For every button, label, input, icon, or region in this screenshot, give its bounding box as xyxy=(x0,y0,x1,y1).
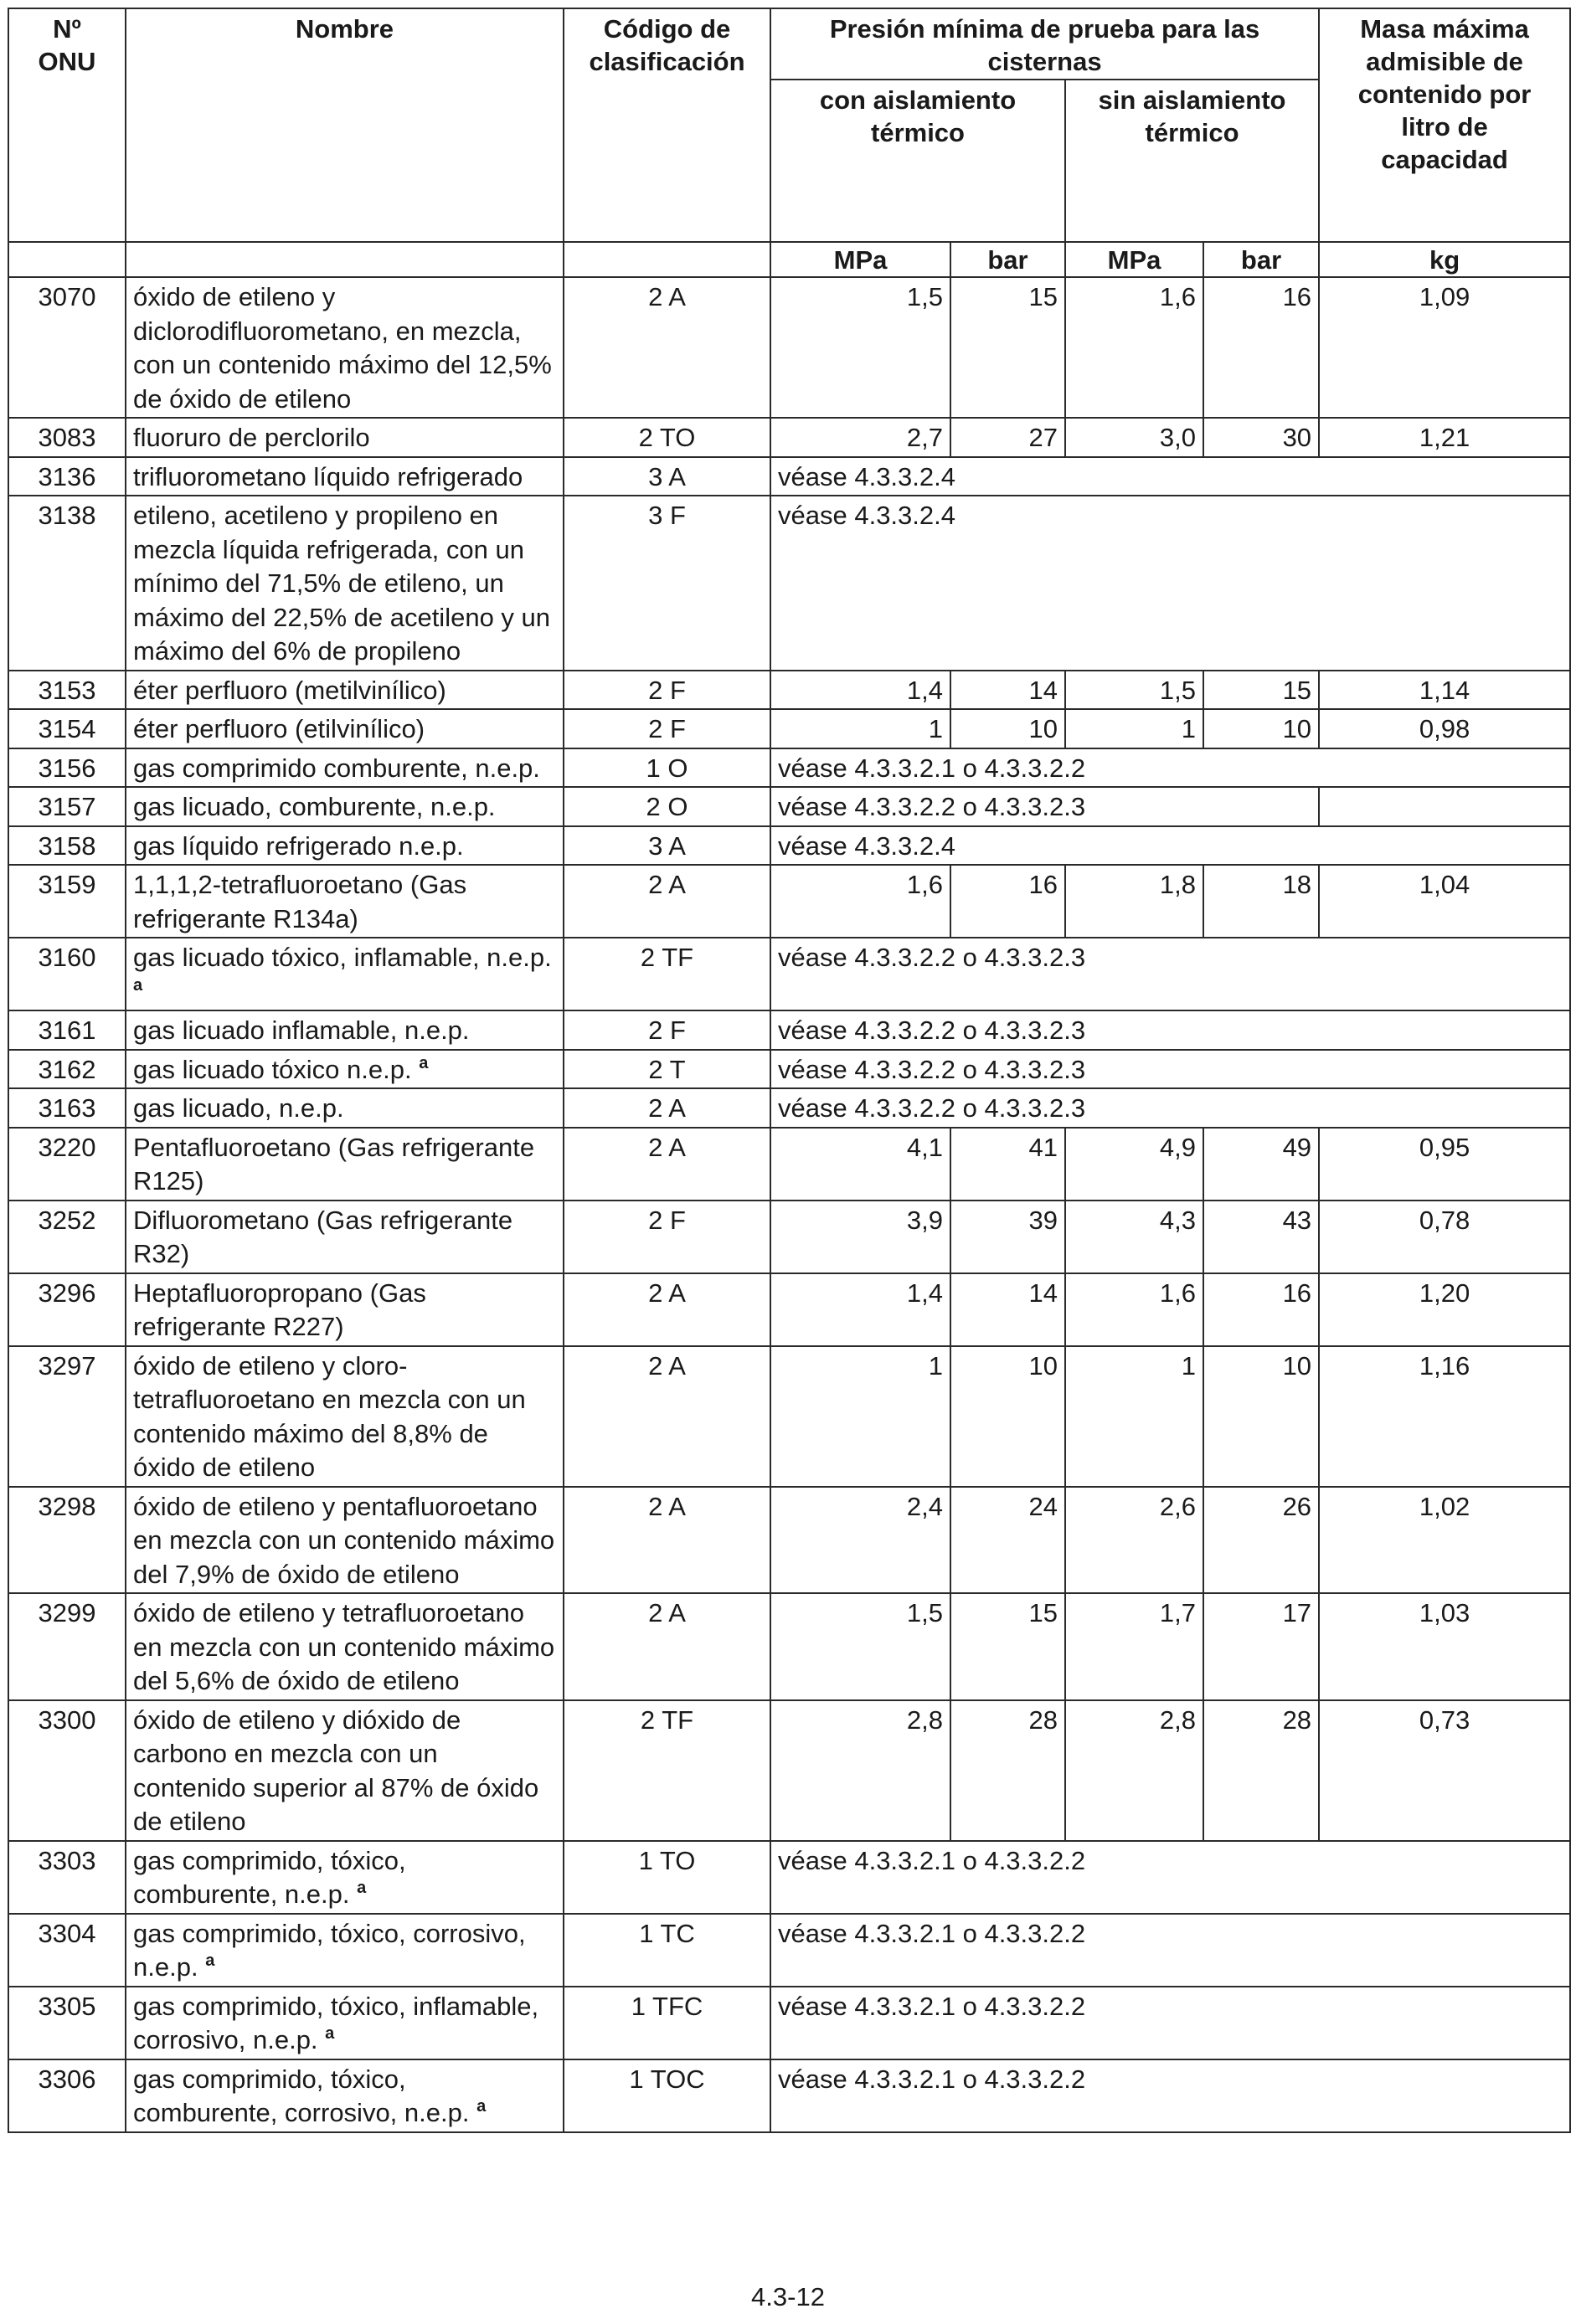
cell-codigo: 2 TO xyxy=(564,418,770,457)
table-row xyxy=(8,787,1570,826)
cell-no-onu: 3303 xyxy=(8,1841,126,1914)
cell-nombre xyxy=(126,1987,564,2059)
cell-no-onu: 3138 xyxy=(8,496,126,671)
cell-codigo: 1 TC xyxy=(564,1914,770,1987)
table-row xyxy=(8,1050,1570,1089)
cell-note: véase 4.3.3.2.2 o 4.3.3.2.3 xyxy=(770,1088,1570,1128)
cell-nombre-text: gas licuado, n.e.p. xyxy=(133,1093,344,1123)
cell-nombre-text: gas licuado, comburente, n.e.p. xyxy=(133,792,496,821)
cell-nombre-text: gas comprimido, tóxico, comburente, n.e.p. xyxy=(133,1845,406,1909)
cell-no-onu: 3156 xyxy=(8,748,126,788)
cell-nombre-text: gas comprimido, tóxico, inflamable, corrosivo, n.e.p. xyxy=(133,1991,539,2054)
table-row xyxy=(8,1914,1570,1987)
footnote-marker: a xyxy=(476,2097,487,2116)
header-con-aislamiento: con aislamiento térmico xyxy=(770,80,1065,242)
footnote-marker: a xyxy=(205,1951,215,1970)
cell-sin-bar: 49 xyxy=(1203,1128,1319,1201)
cell-nombre-text: gas comprimido, tóxico, corrosivo, n.e.p. xyxy=(133,1918,526,1982)
cell-note: véase 4.3.3.2.4 xyxy=(770,826,1570,866)
cell-con-mpa: 2,4 xyxy=(770,1487,950,1594)
cell-con-bar: 15 xyxy=(950,277,1065,418)
table-row xyxy=(8,938,1570,1010)
cell-con-mpa: 1 xyxy=(770,709,950,748)
table-row xyxy=(8,1593,1570,1700)
cell-codigo: 2 A xyxy=(564,1346,770,1487)
table-row xyxy=(8,2059,1570,2132)
cell-sin-mpa: 1 xyxy=(1065,1346,1203,1487)
cell-nombre xyxy=(126,1273,564,1346)
cell-codigo: 1 O xyxy=(564,748,770,788)
cell-nombre xyxy=(126,1010,564,1050)
cell-note: véase 4.3.3.2.4 xyxy=(770,496,1570,671)
cell-nombre-text: Heptafluoropropano (Gas refrigerante R227) xyxy=(133,1278,426,1341)
cell-no-onu: 3304 xyxy=(8,1914,126,1987)
cell-no-onu: 3299 xyxy=(8,1593,126,1700)
cell-nombre-text: óxido de etileno y tetrafluoroetano en mezcla con un contenido máximo del 5,6% de óxido de etileno xyxy=(133,1598,555,1695)
cell-no-onu: 3298 xyxy=(8,1487,126,1594)
table-row xyxy=(8,1987,1570,2059)
table-row xyxy=(8,418,1570,457)
cell-nombre xyxy=(126,1088,564,1128)
cell-nombre xyxy=(126,1593,564,1700)
cell-no-onu: 3070 xyxy=(8,277,126,418)
cell-sin-mpa: 1,6 xyxy=(1065,277,1203,418)
cell-nombre xyxy=(126,787,564,826)
cell-nombre xyxy=(126,671,564,710)
table-row xyxy=(8,457,1570,496)
cell-con-mpa: 1,5 xyxy=(770,277,950,418)
cell-no-onu: 3300 xyxy=(8,1700,126,1841)
gas-table xyxy=(8,8,1571,2133)
cell-con-mpa: 1,6 xyxy=(770,865,950,938)
cell-nombre-text: éter perfluoro (etilvinílico) xyxy=(133,714,425,743)
cell-codigo: 2 A xyxy=(564,865,770,938)
cell-kg: 0,95 xyxy=(1319,1128,1570,1201)
cell-sin-bar: 18 xyxy=(1203,865,1319,938)
cell-sin-mpa: 2,6 xyxy=(1065,1487,1203,1594)
table-row xyxy=(8,1088,1570,1128)
cell-codigo: 2 A xyxy=(564,1088,770,1128)
cell-sin-bar: 43 xyxy=(1203,1201,1319,1273)
header-presion: Presión mínima de prueba para las cisternas xyxy=(770,8,1319,80)
cell-codigo: 1 TFC xyxy=(564,1987,770,2059)
cell-sin-mpa: 1,5 xyxy=(1065,671,1203,710)
cell-con-mpa: 1,5 xyxy=(770,1593,950,1700)
cell-codigo: 2 T xyxy=(564,1050,770,1089)
cell-nombre xyxy=(126,418,564,457)
header-no-onu: Nº ONU xyxy=(8,8,126,242)
cell-nombre-text: gas comprimido comburente, n.e.p. xyxy=(133,753,540,783)
cell-nombre xyxy=(126,748,564,788)
cell-con-bar: 14 xyxy=(950,1273,1065,1346)
cell-nombre-text: óxido de etileno y diclorodifluorometano, en mezcla, con un contenido máximo del 12,5% de óxido de etileno xyxy=(133,282,552,414)
cell-codigo: 2 O xyxy=(564,787,770,826)
cell-nombre xyxy=(126,938,564,1010)
cell-kg: 1,14 xyxy=(1319,671,1570,710)
cell-con-bar: 16 xyxy=(950,865,1065,938)
cell-con-bar: 24 xyxy=(950,1487,1065,1594)
page-number: 4.3-12 xyxy=(751,2282,825,2311)
header-units-blank xyxy=(8,242,126,277)
cell-sin-mpa: 2,8 xyxy=(1065,1700,1203,1841)
cell-sin-bar: 28 xyxy=(1203,1700,1319,1841)
cell-no-onu: 3157 xyxy=(8,787,126,826)
cell-nombre xyxy=(126,709,564,748)
cell-con-mpa: 2,7 xyxy=(770,418,950,457)
cell-sin-bar: 16 xyxy=(1203,1273,1319,1346)
cell-no-onu: 3296 xyxy=(8,1273,126,1346)
cell-codigo: 3 A xyxy=(564,457,770,496)
cell-con-mpa: 1 xyxy=(770,1346,950,1487)
cell-con-mpa: 1,4 xyxy=(770,1273,950,1346)
cell-note: véase 4.3.3.2.1 o 4.3.3.2.2 xyxy=(770,1841,1570,1914)
table-row xyxy=(8,865,1570,938)
cell-codigo: 2 TF xyxy=(564,1700,770,1841)
cell-kg: 1,03 xyxy=(1319,1593,1570,1700)
cell-sin-mpa: 1 xyxy=(1065,709,1203,748)
footnote-marker: a xyxy=(133,975,143,995)
cell-kg-empty xyxy=(1319,787,1570,826)
cell-note: véase 4.3.3.2.2 o 4.3.3.2.3 xyxy=(770,787,1319,826)
cell-con-bar: 39 xyxy=(950,1201,1065,1273)
cell-codigo: 3 A xyxy=(564,826,770,866)
cell-sin-bar: 30 xyxy=(1203,418,1319,457)
cell-no-onu: 3252 xyxy=(8,1201,126,1273)
header-masa: Masa máxima admisible de contenido por litro de capacidad xyxy=(1319,8,1570,242)
cell-no-onu: 3136 xyxy=(8,457,126,496)
cell-nombre xyxy=(126,1841,564,1914)
cell-nombre-text: gas comprimido, tóxico, comburente, corrosivo, n.e.p. xyxy=(133,2064,470,2127)
unit-bar-con: bar xyxy=(950,242,1065,277)
cell-con-mpa: 1,4 xyxy=(770,671,950,710)
cell-no-onu: 3154 xyxy=(8,709,126,748)
table-row xyxy=(8,748,1570,788)
unit-bar-sin: bar xyxy=(1203,242,1319,277)
cell-nombre xyxy=(126,1700,564,1841)
header-nombre: Nombre xyxy=(126,8,564,242)
cell-note: véase 4.3.3.2.1 o 4.3.3.2.2 xyxy=(770,1914,1570,1987)
cell-nombre-text: gas licuado tóxico, inflamable, n.e.p. xyxy=(133,943,552,972)
footnote-marker: a xyxy=(419,1053,429,1072)
cell-sin-mpa: 1,7 xyxy=(1065,1593,1203,1700)
cell-nombre xyxy=(126,1201,564,1273)
cell-note: véase 4.3.3.2.2 o 4.3.3.2.3 xyxy=(770,1050,1570,1089)
header-codigo: Código de clasificación xyxy=(564,8,770,242)
table-row xyxy=(8,709,1570,748)
cell-codigo: 2 F xyxy=(564,671,770,710)
footnote-marker: a xyxy=(357,1879,367,1897)
cell-sin-mpa: 3,0 xyxy=(1065,418,1203,457)
cell-nombre-text: fluoruro de perclorilo xyxy=(133,423,370,452)
cell-nombre-text: 1,1,1,2-tetrafluoroetano (Gas refrigerante R134a) xyxy=(133,870,467,933)
cell-con-bar: 41 xyxy=(950,1128,1065,1201)
cell-nombre-text: óxido de etileno y pentafluoroetano en mezcla con un contenido máximo del 7,9% de óxido de etileno xyxy=(133,1491,555,1589)
cell-kg: 0,98 xyxy=(1319,709,1570,748)
cell-nombre xyxy=(126,496,564,671)
cell-con-bar: 10 xyxy=(950,1346,1065,1487)
cell-con-mpa: 2,8 xyxy=(770,1700,950,1841)
cell-con-bar: 27 xyxy=(950,418,1065,457)
footnote-marker: a xyxy=(325,2024,335,2043)
cell-nombre xyxy=(126,865,564,938)
cell-nombre-text: etileno, acetileno y propileno en mezcla líquida refrigerada, con un mínimo del 71,5% de etileno, un máximo del 22,5% de acetileno y un máximo del 6% de propileno xyxy=(133,501,551,666)
unit-mpa-sin: MPa xyxy=(1065,242,1203,277)
cell-no-onu: 3153 xyxy=(8,671,126,710)
cell-nombre-text: óxido de etileno y cloro-tetrafluoroetano en mezcla con un contenido máximo del 8,8% de óxido de etileno xyxy=(133,1350,526,1482)
cell-note: véase 4.3.3.2.4 xyxy=(770,457,1570,496)
table-row xyxy=(8,1346,1570,1487)
cell-codigo: 2 A xyxy=(564,1593,770,1700)
cell-con-mpa: 4,1 xyxy=(770,1128,950,1201)
cell-nombre-text: gas licuado inflamable, n.e.p. xyxy=(133,1015,470,1045)
unit-mpa-con: MPa xyxy=(770,242,950,277)
cell-note: véase 4.3.3.2.1 o 4.3.3.2.2 xyxy=(770,2059,1570,2132)
cell-kg: 1,16 xyxy=(1319,1346,1570,1487)
cell-sin-mpa: 4,9 xyxy=(1065,1128,1203,1201)
table-row xyxy=(8,1010,1570,1050)
cell-codigo: 2 TF xyxy=(564,938,770,1010)
cell-sin-bar: 16 xyxy=(1203,277,1319,418)
cell-sin-mpa: 1,6 xyxy=(1065,1273,1203,1346)
cell-no-onu: 3162 xyxy=(8,1050,126,1089)
cell-nombre xyxy=(126,1914,564,1987)
cell-nombre xyxy=(126,2059,564,2132)
cell-kg: 1,09 xyxy=(1319,277,1570,418)
cell-codigo: 2 F xyxy=(564,1201,770,1273)
cell-kg: 1,04 xyxy=(1319,865,1570,938)
cell-con-bar: 14 xyxy=(950,671,1065,710)
cell-kg: 1,20 xyxy=(1319,1273,1570,1346)
cell-codigo: 2 A xyxy=(564,1128,770,1201)
cell-nombre-text: éter perfluoro (metilvinílico) xyxy=(133,675,446,705)
table-body xyxy=(8,277,1570,2132)
cell-nombre xyxy=(126,1128,564,1201)
table-row xyxy=(8,1273,1570,1346)
cell-codigo: 1 TO xyxy=(564,1841,770,1914)
cell-note: véase 4.3.3.2.2 o 4.3.3.2.3 xyxy=(770,1010,1570,1050)
cell-nombre-text: gas líquido refrigerado n.e.p. xyxy=(133,830,464,861)
table-row xyxy=(8,1201,1570,1273)
cell-no-onu: 3220 xyxy=(8,1128,126,1201)
cell-codigo: 2 F xyxy=(564,709,770,748)
cell-nombre-text: gas licuado tóxico n.e.p. xyxy=(133,1054,412,1084)
cell-sin-bar: 15 xyxy=(1203,671,1319,710)
cell-sin-bar: 26 xyxy=(1203,1487,1319,1594)
cell-con-bar: 15 xyxy=(950,1593,1065,1700)
cell-con-bar: 10 xyxy=(950,709,1065,748)
cell-codigo: 2 F xyxy=(564,1010,770,1050)
cell-note: véase 4.3.3.2.1 o 4.3.3.2.2 xyxy=(770,1987,1570,2059)
cell-sin-mpa: 1,8 xyxy=(1065,865,1203,938)
cell-no-onu: 3083 xyxy=(8,418,126,457)
cell-nombre xyxy=(126,826,564,866)
cell-note: véase 4.3.3.2.2 o 4.3.3.2.3 xyxy=(770,938,1570,1010)
unit-kg: kg xyxy=(1319,242,1570,277)
cell-codigo: 2 A xyxy=(564,1487,770,1594)
table-row xyxy=(8,671,1570,710)
cell-no-onu: 3305 xyxy=(8,1987,126,2059)
cell-nombre xyxy=(126,1050,564,1089)
cell-no-onu: 3306 xyxy=(8,2059,126,2132)
cell-kg: 1,02 xyxy=(1319,1487,1570,1594)
cell-sin-mpa: 4,3 xyxy=(1065,1201,1203,1273)
table-row xyxy=(8,1128,1570,1201)
cell-sin-bar: 10 xyxy=(1203,1346,1319,1487)
cell-no-onu: 3163 xyxy=(8,1088,126,1128)
cell-nombre-text: Difluorometano (Gas refrigerante R32) xyxy=(133,1205,513,1268)
cell-sin-bar: 17 xyxy=(1203,1593,1319,1700)
cell-codigo: 3 F xyxy=(564,496,770,671)
cell-nombre-text: Pentafluoroetano (Gas refrigerante R125) xyxy=(133,1132,535,1195)
table-row xyxy=(8,1841,1570,1914)
cell-nombre xyxy=(126,457,564,496)
header-sin-aislamiento: sin aislamiento térmico xyxy=(1065,80,1319,242)
header-units-blank xyxy=(564,242,770,277)
table-row xyxy=(8,1700,1570,1841)
header-units-blank xyxy=(126,242,564,277)
cell-nombre xyxy=(126,1346,564,1487)
cell-con-mpa: 3,9 xyxy=(770,1201,950,1273)
cell-nombre xyxy=(126,277,564,418)
table-row xyxy=(8,1487,1570,1594)
cell-kg: 1,21 xyxy=(1319,418,1570,457)
cell-note: véase 4.3.3.2.1 o 4.3.3.2.2 xyxy=(770,748,1570,788)
cell-no-onu: 3297 xyxy=(8,1346,126,1487)
table-row xyxy=(8,826,1570,866)
cell-nombre-text: óxido de etileno y dióxido de carbono en mezcla con un contenido superior al 87% de óxido de etileno xyxy=(133,1704,539,1836)
cell-no-onu: 3161 xyxy=(8,1010,126,1050)
cell-kg: 0,78 xyxy=(1319,1201,1570,1273)
cell-codigo: 2 A xyxy=(564,277,770,418)
cell-codigo: 1 TOC xyxy=(564,2059,770,2132)
cell-kg: 0,73 xyxy=(1319,1700,1570,1841)
cell-sin-bar: 10 xyxy=(1203,709,1319,748)
cell-no-onu: 3159 xyxy=(8,865,126,938)
cell-con-bar: 28 xyxy=(950,1700,1065,1841)
cell-nombre-text: trifluorometano líquido refrigerado xyxy=(133,461,523,491)
table-row xyxy=(8,496,1570,671)
cell-codigo: 2 A xyxy=(564,1273,770,1346)
table-header xyxy=(8,8,1570,277)
table-row xyxy=(8,277,1570,418)
cell-nombre xyxy=(126,1487,564,1594)
cell-no-onu: 3160 xyxy=(8,938,126,1010)
cell-no-onu: 3158 xyxy=(8,826,126,866)
